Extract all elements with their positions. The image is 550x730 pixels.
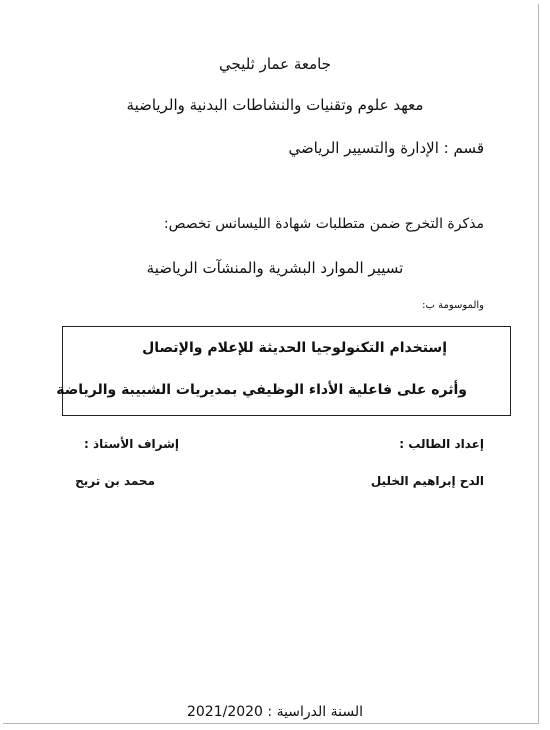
prepared-by-label: إعداد الطالب : bbox=[399, 437, 484, 451]
supervision-label: إشراف الأستاذ : bbox=[84, 437, 179, 451]
supervisor-name: محمد بن تريح bbox=[75, 474, 155, 488]
department-name: قسم : الإدارة والتسيير الرياضي bbox=[288, 139, 484, 157]
titled-label: والموسومة ب: bbox=[422, 300, 484, 311]
university-name: جامعة عمار ثليجي bbox=[219, 55, 331, 73]
specialty-name: تسيير الموارد البشرية والمنشآت الرياضية bbox=[146, 259, 404, 277]
thesis-title-line-2: وأثره على فاعلية الأداء الوظيفي بمديريات الشبيبة والرياضة bbox=[56, 382, 467, 398]
memo-intro: مذكرة التخرج ضمن متطلبات شهادة الليسانس تخصص: bbox=[163, 216, 484, 232]
academic-year: السنة الدراسية : 2021/2020 bbox=[186, 704, 364, 720]
student-name: الدح إبراهيم الخليل bbox=[370, 474, 484, 488]
thesis-title-line-1: إستخدام التكنولوجيا الحديثة للإعلام والإتصال bbox=[142, 340, 447, 356]
institute-name: معهد علوم وتقنيات والنشاطات البدنية والرياضية bbox=[126, 96, 424, 114]
